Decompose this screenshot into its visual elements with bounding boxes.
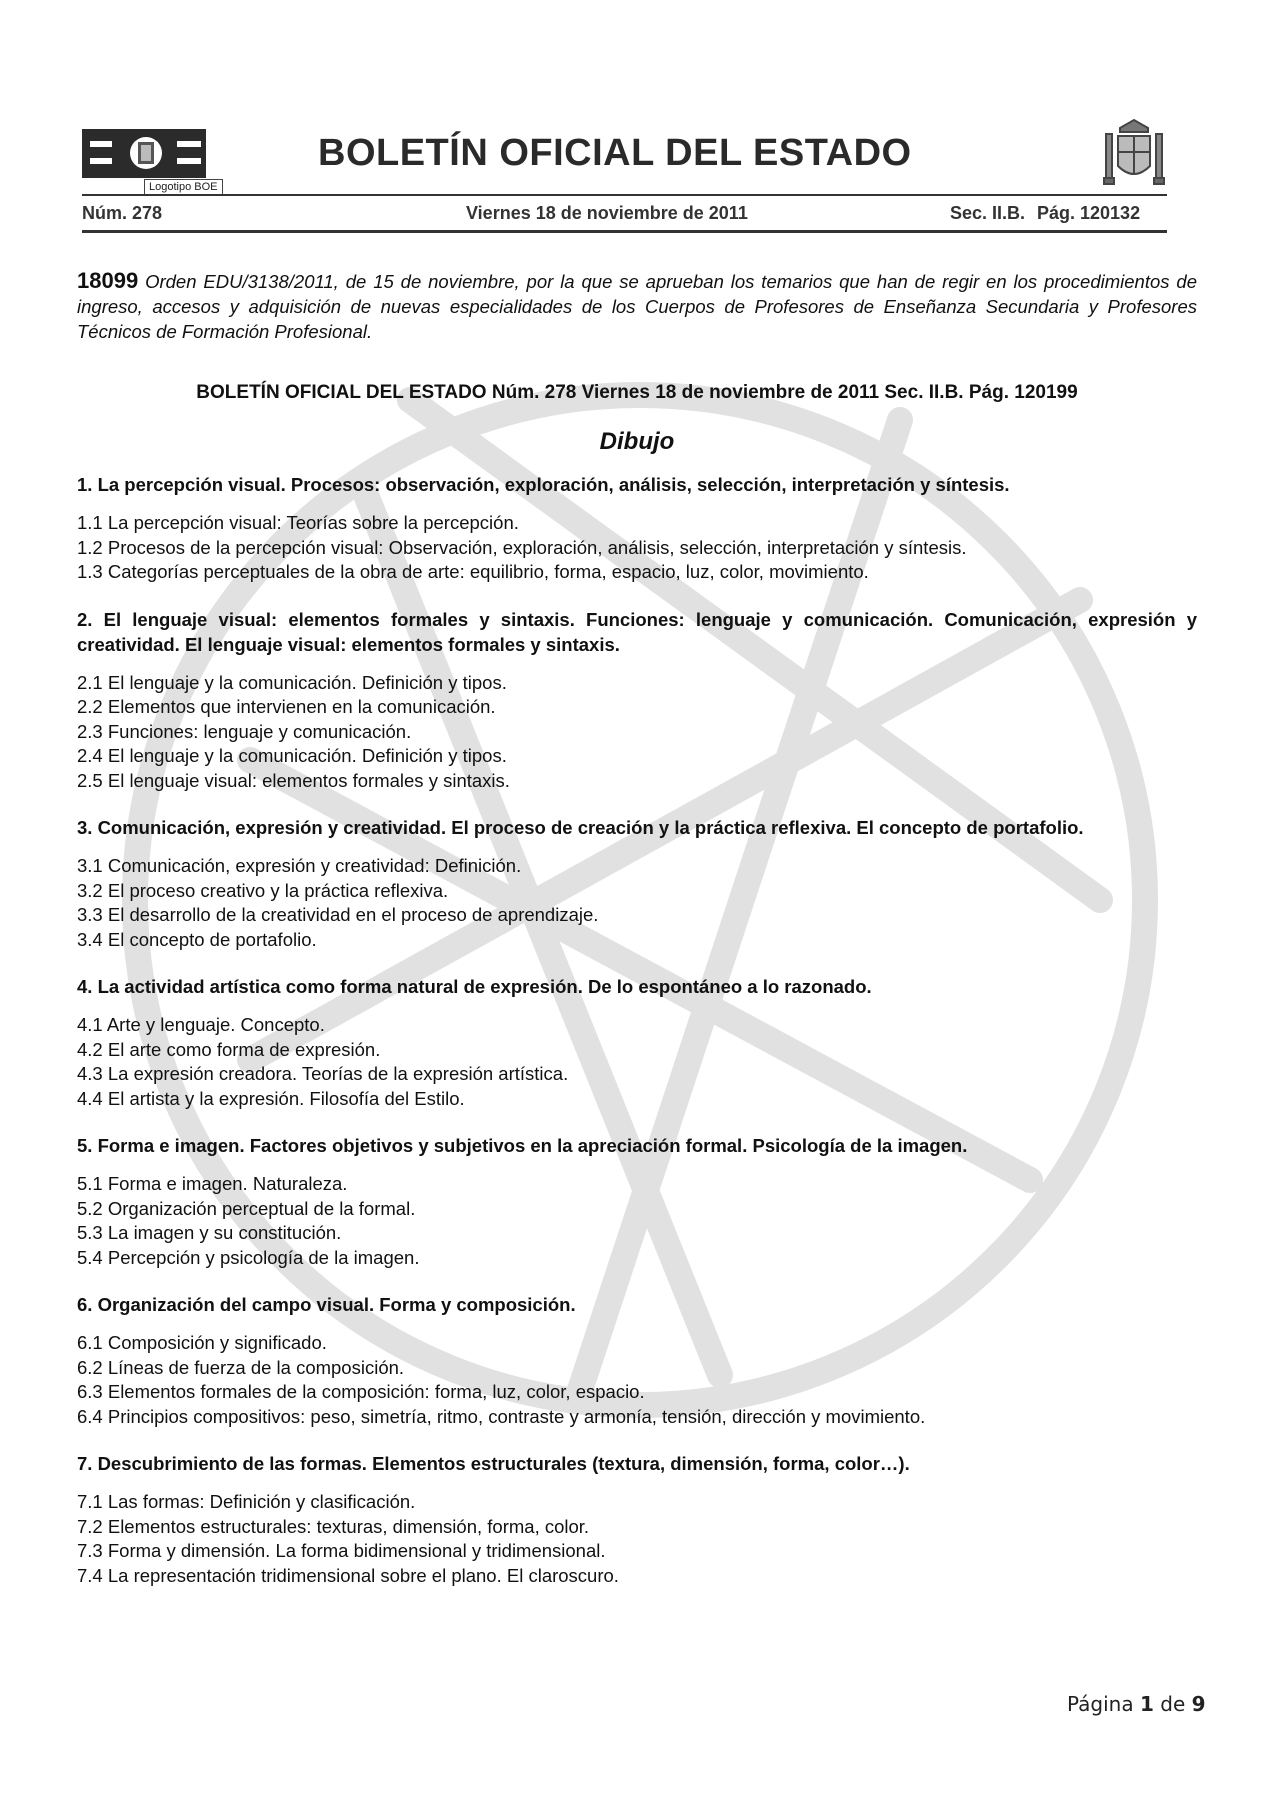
topic-item: 6.4 Principios compositivos: peso, simetría, ritmo, contraste y armonía, tensión, dirección y movimiento. xyxy=(77,1405,926,1427)
topic-4 xyxy=(77,974,1197,1111)
footer-prefix: Página xyxy=(1067,1692,1134,1716)
topic-item: 5.4 Percepción y psicología de la imagen. xyxy=(77,1246,420,1268)
topic-item: 4.4 El artista y la expresión. Filosofía del Estilo. xyxy=(77,1087,465,1109)
issue-number: Núm. 278 xyxy=(82,203,163,223)
topic-item: 6.3 Elementos formales de la composición: forma, luz, color, espacio. xyxy=(77,1381,645,1402)
topic-6 xyxy=(77,1292,1197,1429)
coat-of-arms-icon xyxy=(1100,116,1168,188)
logo-caption: Logotipo BOE xyxy=(144,179,223,195)
page-title: BOLETÍN OFICIAL DEL ESTADO xyxy=(318,132,912,174)
boe-logo xyxy=(82,127,206,180)
topic-item: 1.3 Categorías perceptuales de la obra de arte: equilibrio, forma, espacio, luz, color, movimiento. xyxy=(77,561,869,582)
footer-middle: de xyxy=(1160,1692,1186,1716)
footer-current-page: 1 xyxy=(1139,1692,1154,1716)
topic-2 xyxy=(77,607,1197,794)
topic-item: 7.1 Las formas: Definición y clasificación. xyxy=(77,1491,416,1512)
topic-item: 3.3 El desarrollo de la creatividad en el proceso de aprendizaje. xyxy=(77,904,599,925)
topic-item: 2.2 Elementos que intervienen en la comunicación. xyxy=(77,696,496,717)
topic-item: 4.3 La expresión creadora. Teorías de la expresión artística. xyxy=(77,1063,569,1084)
topic-heading: 6. Organización del campo visual. Forma y composición. xyxy=(77,1294,576,1315)
topic-item: 4.2 El arte como forma de expresión. xyxy=(77,1038,381,1060)
section-label: Sec. II.B. xyxy=(950,203,1026,223)
topic-item: 3.4 El concepto de portafolio. xyxy=(77,928,317,950)
topic-item: 3.2 El proceso creativo y la práctica reflexiva. xyxy=(77,879,449,901)
page-label: Pág. 120132 xyxy=(1037,203,1141,223)
footer-total-pages: 9 xyxy=(1191,1692,1206,1716)
order-number: 18099 xyxy=(77,268,139,293)
topic-item: 7.4 La representación tridimensional sobre el plano. El claroscuro. xyxy=(77,1564,619,1586)
topic-item: 7.2 Elementos estructurales: texturas, dimensión, forma, color. xyxy=(77,1515,590,1537)
topic-heading: 1. La percepción visual. Procesos: observación, exploración, análisis, selección, interpretación y síntesis. xyxy=(77,474,1010,495)
topic-item: 3.1 Comunicación, expresión y creatividad: Definición. xyxy=(77,855,522,876)
order-text: Orden EDU/3138/2011, de 15 de noviembre, por la que se aprueban los temarios que han de regir en los procedimientos de ingreso, accesos y adquisición de nuevas especialidades de los Cuerpos de Profesores de Enseñanza Secundaria y Profesores Técnicos de Formación Profesional. xyxy=(77,271,1197,342)
main-content xyxy=(77,268,1197,1610)
topic-item: 6.1 Composición y significado. xyxy=(77,1332,327,1353)
topic-item: 2.4 El lenguaje y la comunicación. Definición y tipos. xyxy=(77,745,507,766)
topic-1 xyxy=(77,472,1197,585)
topic-heading: 5. Forma e imagen. Factores objetivos y subjetivos en la apreciación formal. Psicología de la imagen. xyxy=(77,1135,968,1156)
topic-item: 4.1 Arte y lenguaje. Concepto. xyxy=(77,1014,325,1035)
issue-date: Viernes 18 de noviembre de 2011 xyxy=(466,203,748,223)
topic-item: 6.2 Líneas de fuerza de la composición. xyxy=(77,1356,405,1378)
topic-heading: 2. El lenguaje visual: elementos formales y sintaxis. Funciones: lenguaje y comunicación. Comunicación, expresión y creatividad. El lenguaje visual: elementos formales y sintaxis. xyxy=(77,608,1197,655)
topic-3 xyxy=(77,815,1197,952)
topic-item: 2.3 Funciones: lenguaje y comunicación. xyxy=(77,720,412,742)
topic-item: 1.1 La percepción visual: Teorías sobre la percepción. xyxy=(77,512,519,533)
header-rule-bottom xyxy=(82,230,1167,233)
topic-heading: 3. Comunicación, expresión y creatividad. El proceso de creación y la práctica reflexiva. El concepto de portafolio. xyxy=(77,817,1084,838)
topic-5 xyxy=(77,1133,1197,1270)
topic-item: 5.3 La imagen y su constitución. xyxy=(77,1222,342,1243)
topic-heading: 4. La actividad artística como forma natural de expresión. De lo espontáneo a lo razonado. xyxy=(77,976,872,997)
topic-item: 2.1 El lenguaje y la comunicación. Definición y tipos. xyxy=(77,671,507,693)
topic-item: 2.5 El lenguaje visual: elementos formales y sintaxis. xyxy=(77,769,510,791)
page-footer xyxy=(1067,1692,1206,1716)
topic-item: 1.2 Procesos de la percepción visual: Observación, exploración, análisis, selección, interpretación y síntesis. xyxy=(77,536,967,558)
topic-heading: 7. Descubrimiento de las formas. Elementos estructurales (textura, dimensión, forma, color…). xyxy=(77,1453,910,1474)
boe-reference-line: BOLETÍN OFICIAL DEL ESTADO Núm. 278 Viernes 18 de noviembre de 2011 Sec. II.B. Pág. 120199 xyxy=(196,382,1078,403)
boe-logo-icon xyxy=(82,127,206,180)
topic-item: 7.3 Forma y dimensión. La forma bidimensional y tridimensional. xyxy=(77,1540,606,1561)
header-rule-top xyxy=(82,194,1167,196)
topic-item: 5.2 Organización perceptual de la formal. xyxy=(77,1197,416,1219)
intro-paragraph xyxy=(77,268,1197,344)
document-title: Dibujo xyxy=(599,428,675,455)
topic-7 xyxy=(77,1451,1197,1588)
topic-item: 5.1 Forma e imagen. Naturaleza. xyxy=(77,1173,348,1194)
